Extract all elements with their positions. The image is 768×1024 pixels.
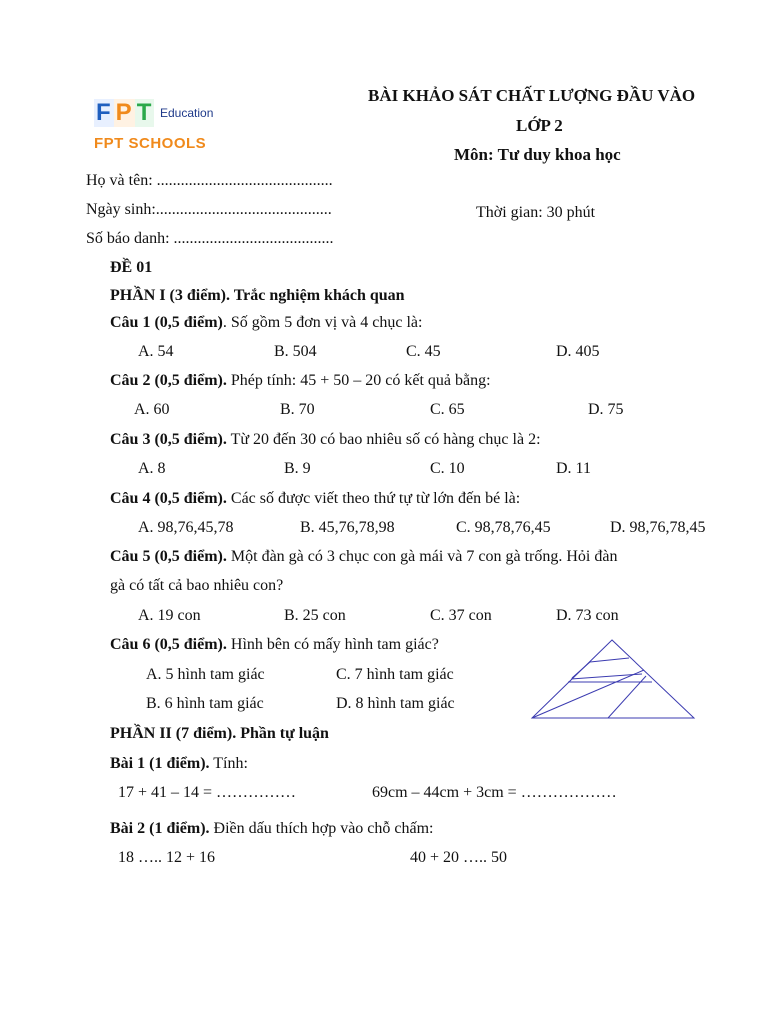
q5-option-b: B. 25 con: [284, 607, 346, 624]
exercise-2-label: Bài 2 (1 điểm).: [110, 820, 210, 837]
exercise-2-text: Điền dấu thích hợp vào chỗ chấm:: [209, 820, 434, 837]
q6-option-a: A. 5 hình tam giác: [146, 666, 265, 683]
part2-heading: PHẦN II (7 điểm). Phần tự luận: [110, 725, 329, 742]
question-3-text: Từ 20 đến 30 có bao nhiêu số có hàng chục là 2:: [226, 431, 541, 448]
triangle-segment: [571, 674, 642, 679]
question-5-text-line2: gà có tất cả bao nhiêu con?: [110, 577, 284, 594]
part1-heading: [110, 287, 405, 305]
question-4: [110, 490, 520, 508]
exercise-1: [110, 755, 248, 773]
question-1: [110, 314, 422, 332]
q3-option-d: D. 11: [556, 460, 591, 477]
q3-option-a: A. 8: [138, 460, 166, 477]
question-4-label: Câu 4 (0,5 điểm).: [110, 490, 227, 507]
part1-heading-bold: PHẦN I (3 điểm): [110, 287, 226, 304]
q2-option-d: D. 75: [588, 401, 624, 418]
q1-option-a: A. 54: [138, 343, 174, 360]
question-2: [110, 372, 491, 390]
q2-option-c: C. 65: [430, 401, 465, 418]
question-1-label: Câu 1 (0,5 điểm): [110, 314, 223, 331]
q2-option-b: B. 70: [280, 401, 315, 418]
triangle-segment: [532, 670, 644, 718]
exercise-1-text: Tính:: [209, 755, 248, 772]
q6-option-c: C. 7 hình tam giác: [336, 666, 454, 683]
q4-option-a: A. 98,76,45,78: [138, 519, 234, 536]
question-6-label: Câu 6 (0,5 điểm).: [110, 636, 227, 653]
student-dob-line: Ngày sinh:............................................: [86, 201, 332, 218]
exercise-2-expression-1: 18 ….. 12 + 16: [118, 849, 216, 866]
exam-code: ĐỀ 01: [110, 259, 153, 276]
q4-option-c: C. 98,78,76,45: [456, 519, 551, 536]
q4-option-d: D. 98,76,78,45: [610, 519, 706, 536]
q3-option-b: B. 9: [284, 460, 311, 477]
logo-letter-f: F: [96, 99, 112, 126]
q6-option-d: D. 8 hình tam giác: [336, 695, 455, 712]
exam-title: BÀI KHẢO SÁT CHẤT LƯỢNG ĐẦU VÀO: [368, 86, 696, 105]
q5-option-a: A. 19 con: [138, 607, 201, 624]
triangle-outline: [532, 640, 694, 718]
student-name-line: Họ và tên: ............................................: [86, 172, 333, 189]
question-5: [110, 548, 617, 566]
triangle-segment: [590, 658, 629, 662]
question-3: [110, 431, 541, 449]
triangle-segment: [572, 662, 590, 678]
question-2-label: Câu 2 (0,5 điểm).: [110, 372, 227, 389]
q1-option-b: B. 504: [274, 343, 317, 360]
exercise-1-expression-1: 17 + 41 – 14 = ……………: [118, 784, 297, 801]
logo-letter-t: T: [136, 99, 153, 126]
student-id-line: Số báo danh: ........................................: [86, 230, 334, 247]
q3-option-c: C. 10: [430, 460, 465, 477]
q6-option-b: B. 6 hình tam giác: [146, 695, 264, 712]
question-6-text: Hình bên có mấy hình tam giác?: [226, 636, 439, 653]
exam-time: Thời gian: 30 phút: [476, 204, 596, 221]
question-1-text: . Số gồm 5 đơn vị và 4 chục là:: [222, 314, 423, 331]
question-3-label: Câu 3 (0,5 điểm).: [110, 431, 227, 448]
question-4-text: Các số được viết theo thứ tự từ lớn đến bé là:: [226, 490, 521, 507]
logo-letter-p: P: [115, 99, 133, 126]
exercise-2: [110, 820, 434, 838]
q1-option-d: D. 405: [556, 343, 600, 360]
question-5-label: Câu 5 (0,5 điểm).: [110, 548, 227, 565]
fpt-logo-letters: [94, 99, 154, 127]
triangle-figure: [528, 636, 698, 722]
logo-education-text: Education: [160, 106, 214, 120]
exam-grade: LỚP 2: [516, 116, 563, 135]
exam-subject: Môn: Tư duy khoa học: [454, 145, 621, 164]
fpt-education-logo: [94, 97, 234, 157]
question-6: [110, 636, 439, 654]
logo-schools-text: FPT SCHOOLS: [94, 135, 207, 152]
part1-heading-rest: . Trắc nghiệm khách quan: [225, 287, 405, 304]
exercise-1-label: Bài 1 (1 điểm).: [110, 755, 210, 772]
q2-option-a: A. 60: [134, 401, 170, 418]
q5-option-d: D. 73 con: [556, 607, 619, 624]
question-2-text: Phép tính: 45 + 50 – 20 có kết quả bằng:: [226, 372, 491, 389]
question-5-text: Một đàn gà có 3 chục con gà mái và 7 con gà trống. Hỏi đàn: [226, 548, 618, 565]
q1-option-c: C. 45: [406, 343, 441, 360]
exercise-2-expression-2: 40 + 20 ….. 50: [410, 849, 508, 866]
q5-option-c: C. 37 con: [430, 607, 492, 624]
q4-option-b: B. 45,76,78,98: [300, 519, 395, 536]
exercise-1-expression-2: 69cm – 44cm + 3cm = ………………: [372, 784, 617, 801]
